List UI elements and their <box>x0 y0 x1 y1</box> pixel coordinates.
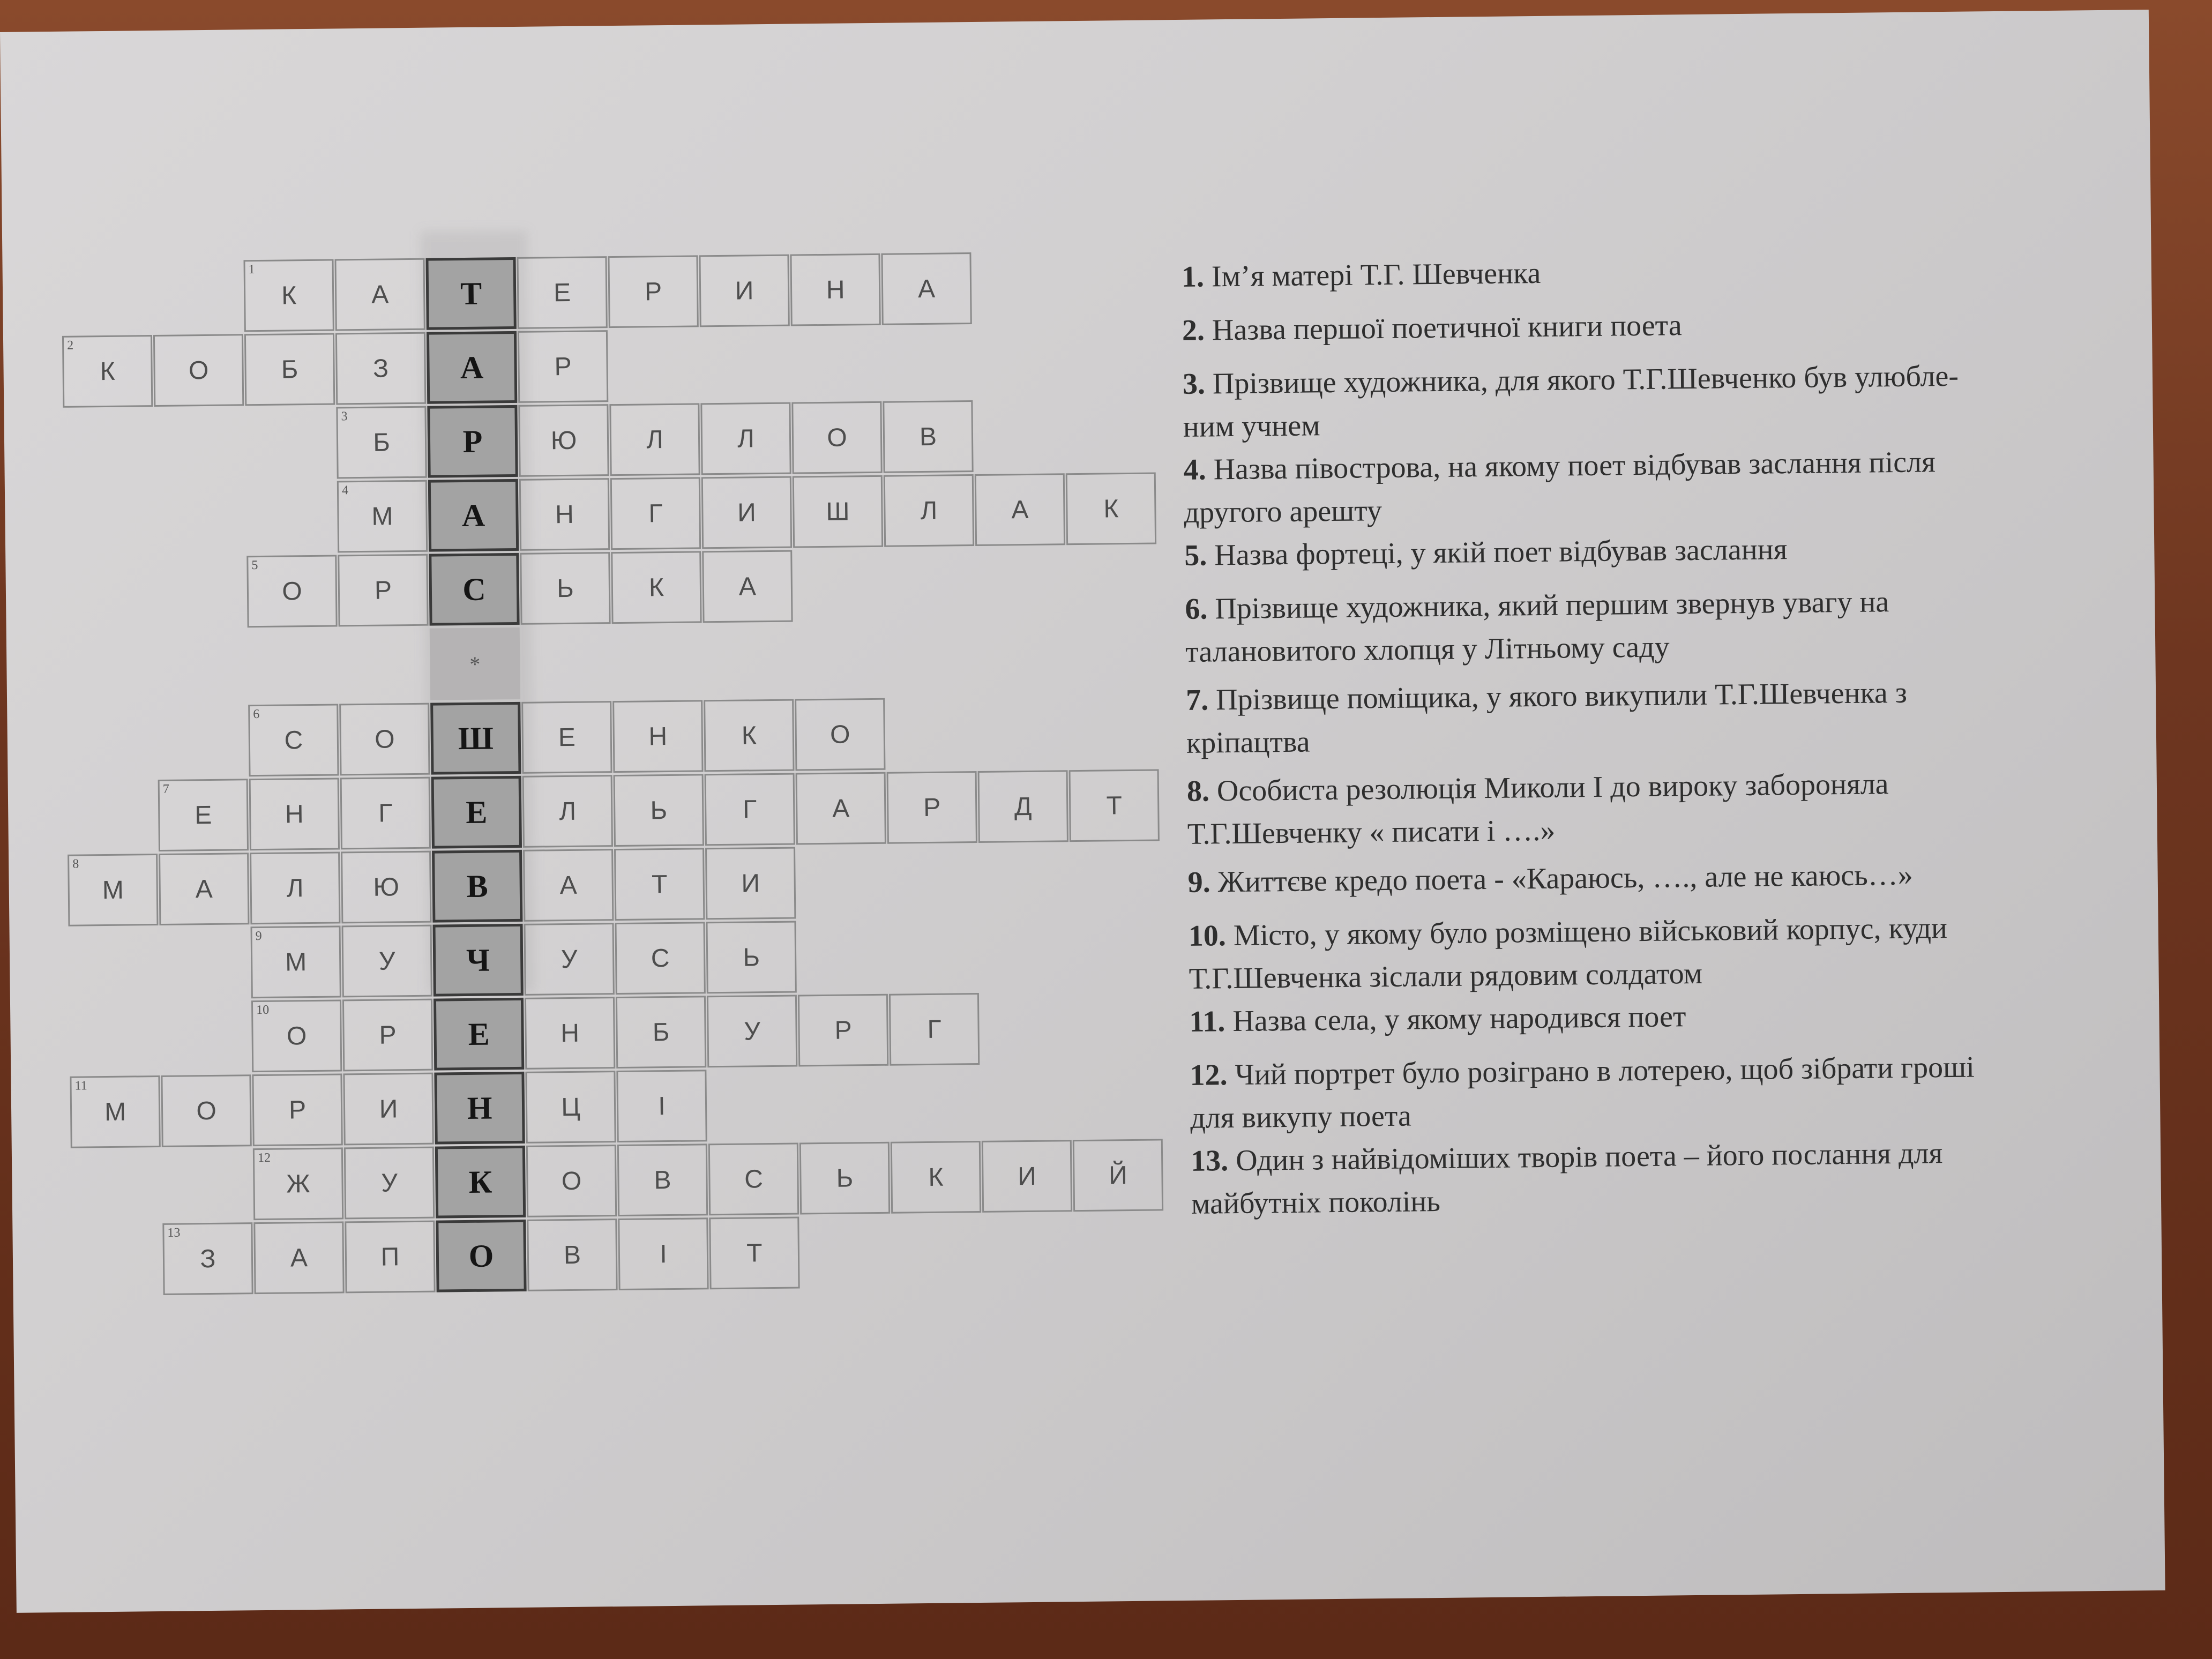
cell-letter: Р <box>462 423 483 459</box>
cell-letter: Ч <box>466 942 490 978</box>
letter-cell <box>519 478 610 551</box>
clue-number: 12. <box>1190 1058 1228 1092</box>
cell-letter: Л <box>286 873 304 902</box>
letter-cell <box>525 1071 616 1144</box>
letter-cell <box>615 922 705 995</box>
letter-cell <box>891 1141 981 1214</box>
clue-item <box>1188 905 2100 1000</box>
cell-letter: Б <box>373 428 391 457</box>
cell-letter: О <box>286 1021 307 1050</box>
letter-cell <box>612 700 703 773</box>
clue-number: 1. <box>1181 260 1205 294</box>
letter-cell <box>342 999 433 1072</box>
letter-cell <box>884 474 974 547</box>
letter-cell <box>343 1073 434 1146</box>
clue-number: 3. <box>1182 367 1206 401</box>
cell-letter: Л <box>559 797 577 826</box>
letter-cell <box>158 779 249 851</box>
row-number: 10 <box>256 1003 270 1018</box>
letter-cell <box>161 1074 251 1147</box>
key-letter-cell <box>434 998 524 1071</box>
cell-letter: Р <box>288 1095 307 1124</box>
cell-letter: М <box>285 947 307 977</box>
letter-cell <box>341 851 431 924</box>
letter-cell <box>1069 769 1160 842</box>
letter-cell <box>701 476 792 549</box>
letter-cell <box>518 404 609 477</box>
cell-letter: А <box>371 280 389 309</box>
letter-cell <box>705 773 795 846</box>
cell-letter: А <box>460 349 484 385</box>
cell-letter: Г <box>378 798 393 828</box>
letter-cell <box>253 1147 343 1220</box>
letter-cell <box>340 777 431 850</box>
cell-letter: М <box>104 1097 126 1126</box>
clue-number: 5. <box>1184 539 1207 572</box>
letter-cell <box>162 1222 253 1295</box>
letter-cell <box>523 849 614 922</box>
letter-cell <box>251 999 342 1072</box>
row-number: 3 <box>341 409 348 424</box>
cell-letter: Н <box>555 500 574 529</box>
row-number: 12 <box>257 1150 271 1165</box>
row-number: 4 <box>341 483 349 498</box>
cell-letter: Е <box>558 723 576 752</box>
cell-letter: И <box>741 869 760 898</box>
letter-cell <box>70 1075 160 1148</box>
letter-cell <box>1073 1139 1163 1212</box>
clue-item <box>1184 525 2096 577</box>
letter-cell <box>982 1140 1072 1213</box>
letter-cell <box>521 701 612 774</box>
letter-cell <box>243 259 334 332</box>
cell-letter: Ю <box>550 426 577 455</box>
cell-letter: И <box>379 1094 398 1124</box>
clue-list <box>1181 246 2124 1221</box>
cell-letter: Н <box>467 1089 492 1126</box>
cell-letter: Л <box>737 424 755 453</box>
clue-item <box>1181 246 2093 298</box>
clue-text: Ім’я матері Т.Г. Шевченка <box>1211 256 1541 294</box>
cell-letter: А <box>195 875 213 903</box>
letter-cell <box>978 770 1068 843</box>
letter-cell <box>336 406 427 479</box>
letter-cell <box>517 256 607 329</box>
separator-star: * <box>430 627 520 700</box>
letter-cell <box>250 851 340 924</box>
row-number: 1 <box>248 263 255 277</box>
cell-letter: Л <box>646 425 664 454</box>
cell-letter: Ю <box>373 872 400 902</box>
cell-letter: М <box>371 502 393 531</box>
letter-cell <box>699 255 789 327</box>
cell-letter: Ь <box>650 796 668 825</box>
paper-sheet <box>0 10 2165 1613</box>
cell-letter: Ь <box>556 574 574 603</box>
letter-cell <box>251 925 341 998</box>
key-letter-cell <box>434 1072 525 1145</box>
clue-item <box>1190 1044 2102 1140</box>
cell-letter: З <box>200 1244 216 1273</box>
cell-letter: К <box>281 281 297 310</box>
clue-text: Один з найвідоміших творів поета – його послання для <box>1235 1137 1943 1177</box>
clue-item <box>1187 760 2099 856</box>
cell-letter: И <box>1017 1162 1036 1191</box>
cell-letter: В <box>919 422 937 451</box>
clue-item <box>1183 439 2095 534</box>
cell-letter: К <box>928 1163 944 1192</box>
letter-cell <box>617 1144 708 1216</box>
letter-cell <box>616 996 706 1068</box>
letter-cell <box>708 1143 799 1216</box>
cell-letter: Ж <box>286 1169 310 1199</box>
letter-cell <box>335 332 426 405</box>
clue-number: 2. <box>1182 313 1205 347</box>
letter-cell <box>791 401 882 474</box>
clue-text-continuation: Т.Г.Шевченку « писати і ….» <box>1187 813 1556 851</box>
cell-letter: А <box>559 871 578 900</box>
letter-cell <box>248 704 339 776</box>
cell-letter: С <box>651 944 670 973</box>
row-number: 9 <box>255 929 262 944</box>
row-number: 13 <box>167 1225 181 1240</box>
cell-letter: С <box>744 1164 764 1194</box>
letter-cell <box>614 848 705 921</box>
letter-cell <box>68 854 158 926</box>
cell-letter: В <box>563 1240 581 1269</box>
cell-letter: Ь <box>836 1163 854 1193</box>
cell-letter: Ш <box>458 720 494 756</box>
clue-item <box>1186 669 2098 765</box>
cell-letter: О <box>827 423 847 452</box>
clue-text-continuation: талановитого хлопця у Літньому саду <box>1185 630 1670 669</box>
row-number: 11 <box>74 1079 87 1093</box>
cell-letter: І <box>659 1239 667 1268</box>
clue-number: 13. <box>1190 1144 1229 1178</box>
cell-letter: Н <box>285 799 304 829</box>
cell-letter: Н <box>826 275 845 304</box>
cell-letter: К <box>741 721 757 750</box>
cell-letter: М <box>102 876 124 905</box>
cell-letter: З <box>372 354 389 383</box>
clue-text-continuation: кріпацтва <box>1186 725 1310 760</box>
letter-cell <box>244 333 335 406</box>
clue-text-continuation: другого арешту <box>1184 494 1382 529</box>
letter-cell <box>253 1221 344 1294</box>
clue-text: Прізвище художника, для якого Т.Г.Шевченко був улюбле- <box>1212 359 1959 401</box>
cell-letter: А <box>290 1243 308 1272</box>
cell-letter: Ц <box>561 1093 581 1122</box>
cell-letter: Н <box>560 1019 580 1048</box>
cell-letter: Е <box>195 801 212 829</box>
clue-item <box>1191 1130 2103 1225</box>
letter-cell <box>614 774 704 847</box>
letter-cell <box>159 853 249 925</box>
letter-cell <box>798 994 888 1067</box>
letter-cell <box>702 550 793 623</box>
cell-letter: К <box>648 573 664 602</box>
key-letter-cell <box>431 776 522 849</box>
clue-text: Назва першої поетичної книги поета <box>1212 309 1682 347</box>
letter-cell <box>526 1145 617 1217</box>
letter-cell <box>705 847 796 920</box>
clue-number: 8. <box>1186 774 1210 808</box>
cell-letter: Р <box>834 1015 852 1045</box>
cell-letter: Т <box>460 275 482 311</box>
clue-item <box>1185 578 2097 674</box>
cell-letter: К <box>100 357 115 386</box>
cell-letter: О <box>374 724 395 754</box>
cell-letter: Е <box>553 278 571 307</box>
cell-letter: Д <box>1014 792 1032 821</box>
letter-cell <box>62 335 153 408</box>
cell-letter: В <box>654 1165 671 1194</box>
cell-letter: У <box>381 1168 398 1198</box>
key-letter-cell <box>427 331 517 404</box>
row-number: 5 <box>251 558 258 573</box>
cell-letter: С <box>462 571 486 607</box>
letter-cell <box>700 402 791 475</box>
clue-text: Життєве кредо поета - «Караюсь, …., але не каюсь…» <box>1217 858 1914 899</box>
cell-letter: У <box>561 945 578 974</box>
clue-item <box>1182 300 2094 352</box>
letter-cell <box>707 995 797 1068</box>
letter-cell <box>153 334 244 407</box>
letter-cell <box>709 1217 799 1290</box>
clue-text: Прізвище художника, який першим звернув увагу на <box>1215 585 1889 626</box>
letter-cell <box>337 480 428 553</box>
clue-item <box>1183 353 2095 449</box>
clue-number: 4. <box>1183 453 1206 487</box>
key-letter-cell <box>435 1146 526 1219</box>
cell-letter: О <box>829 720 850 749</box>
cell-letter: Ш <box>826 497 850 526</box>
clue-number: 9. <box>1187 865 1211 899</box>
cell-letter: О <box>468 1237 494 1274</box>
cell-letter: К <box>468 1164 492 1200</box>
cell-letter: О <box>196 1096 217 1125</box>
letter-cell <box>616 1070 707 1142</box>
row-number: 6 <box>253 707 260 722</box>
cell-letter: А <box>461 497 485 533</box>
cell-letter: Г <box>648 499 663 528</box>
letter-cell <box>338 554 428 627</box>
key-letter-cell <box>427 405 518 478</box>
cell-letter: О <box>188 356 209 385</box>
cell-letter: Р <box>379 1020 397 1050</box>
cell-letter: Е <box>465 794 488 830</box>
cell-letter: А <box>832 794 850 823</box>
row-number: 8 <box>72 857 79 871</box>
key-letter-cell <box>432 924 523 997</box>
clue-text: Назва півострова, на якому поет відбував заслання після <box>1213 445 1936 487</box>
cell-letter: І <box>658 1092 666 1120</box>
row-number: 7 <box>162 782 169 796</box>
row-number: 2 <box>66 338 74 353</box>
clue-number: 10. <box>1188 919 1227 953</box>
cell-letter: Т <box>746 1238 763 1268</box>
cell-letter: У <box>378 946 395 976</box>
cell-letter: А <box>1011 495 1029 524</box>
cell-letter: И <box>737 498 756 527</box>
clue-text-continuation: ним учнем <box>1183 409 1320 444</box>
cell-letter: Л <box>920 496 938 525</box>
cell-letter: Р <box>374 576 392 605</box>
letter-cell <box>524 923 614 996</box>
key-letter-cell <box>428 479 519 552</box>
letter-cell <box>1066 472 1156 545</box>
letter-cell <box>887 771 977 844</box>
letter-cell <box>334 258 425 331</box>
clue-text-continuation: майбутніх поколінь <box>1191 1184 1441 1221</box>
letter-cell <box>249 778 340 850</box>
letter-cell <box>975 473 1065 546</box>
key-letter-cell <box>436 1220 526 1292</box>
letter-cell <box>799 1142 890 1215</box>
letter-cell <box>704 699 794 772</box>
cell-letter: А <box>917 274 936 303</box>
letter-cell <box>527 1219 617 1291</box>
clue-text-continuation: Т.Г.Шевченка зіслали рядовим солдатом <box>1189 956 1703 996</box>
cell-letter: Т <box>651 870 668 899</box>
cell-letter: Т <box>1106 791 1123 820</box>
cell-letter: Й <box>1108 1161 1127 1190</box>
clue-number: 6. <box>1185 592 1208 626</box>
cell-letter: Е <box>468 1016 490 1052</box>
cell-letter: А <box>738 572 757 601</box>
key-letter-cell <box>425 257 516 330</box>
cell-letter: И <box>735 276 754 305</box>
letter-cell <box>795 698 885 771</box>
letter-cell <box>611 551 701 624</box>
clue-number: 11. <box>1189 1005 1225 1038</box>
letter-cell <box>609 403 700 476</box>
key-letter-cell <box>430 702 521 775</box>
letter-cell <box>790 253 880 326</box>
letter-cell <box>881 252 972 325</box>
letter-cell <box>706 921 796 994</box>
letter-cell <box>522 775 613 848</box>
clue-text: Назва фортеці, у якій поет відбував заслання <box>1214 533 1788 572</box>
letter-cell <box>618 1217 708 1290</box>
letter-cell <box>610 477 701 550</box>
letter-cell <box>793 475 883 548</box>
clue-item <box>1189 991 2101 1043</box>
cell-letter: Г <box>742 795 757 824</box>
letter-cell <box>796 772 886 845</box>
key-letter-cell <box>429 553 519 626</box>
letter-cell <box>246 555 337 627</box>
clue-text: Чий портрет було розіграно в лотерею, щоб зібрати гроші <box>1235 1050 1975 1092</box>
letter-cell <box>608 255 698 328</box>
cell-letter: К <box>1103 494 1119 523</box>
key-letter-cell <box>432 850 522 923</box>
letter-cell <box>345 1221 435 1294</box>
letter-cell <box>518 330 608 403</box>
letter-cell <box>525 997 615 1070</box>
cell-letter: О <box>282 577 302 606</box>
clue-number: 7. <box>1185 683 1209 717</box>
letter-cell <box>889 993 980 1066</box>
cell-letter: Р <box>644 277 662 306</box>
letter-cell <box>520 552 610 625</box>
cell-letter: Б <box>281 355 298 384</box>
letter-cell <box>344 1147 435 1220</box>
clue-item <box>1187 851 2099 904</box>
letter-cell <box>883 400 973 473</box>
cell-letter: В <box>466 868 489 904</box>
cell-letter: Н <box>648 722 668 751</box>
letter-cell <box>339 703 430 776</box>
letter-cell <box>341 925 432 998</box>
letter-cell <box>252 1073 342 1146</box>
cell-letter: П <box>380 1242 400 1272</box>
clue-text: Особиста резолюція Миколи І до вироку забороняла <box>1216 767 1889 808</box>
cell-letter: О <box>561 1167 582 1195</box>
clue-text-continuation: для викупу поета <box>1190 1099 1412 1135</box>
cell-letter: Р <box>923 793 941 822</box>
cell-letter: С <box>284 726 303 755</box>
cell-letter: Р <box>554 352 572 381</box>
clue-text: Назва села, у якому народився поет <box>1232 1000 1686 1038</box>
cell-letter: Б <box>652 1018 670 1047</box>
cell-letter: Г <box>927 1015 941 1044</box>
clue-text: Прізвище поміщика, у якого викупили Т.Г.Шевченка з <box>1215 676 1908 717</box>
clue-text: Місто, у якому було розміщено військовий корпус, куди <box>1233 911 1948 952</box>
cell-letter: Ь <box>743 943 760 972</box>
cell-letter: У <box>744 1017 761 1046</box>
